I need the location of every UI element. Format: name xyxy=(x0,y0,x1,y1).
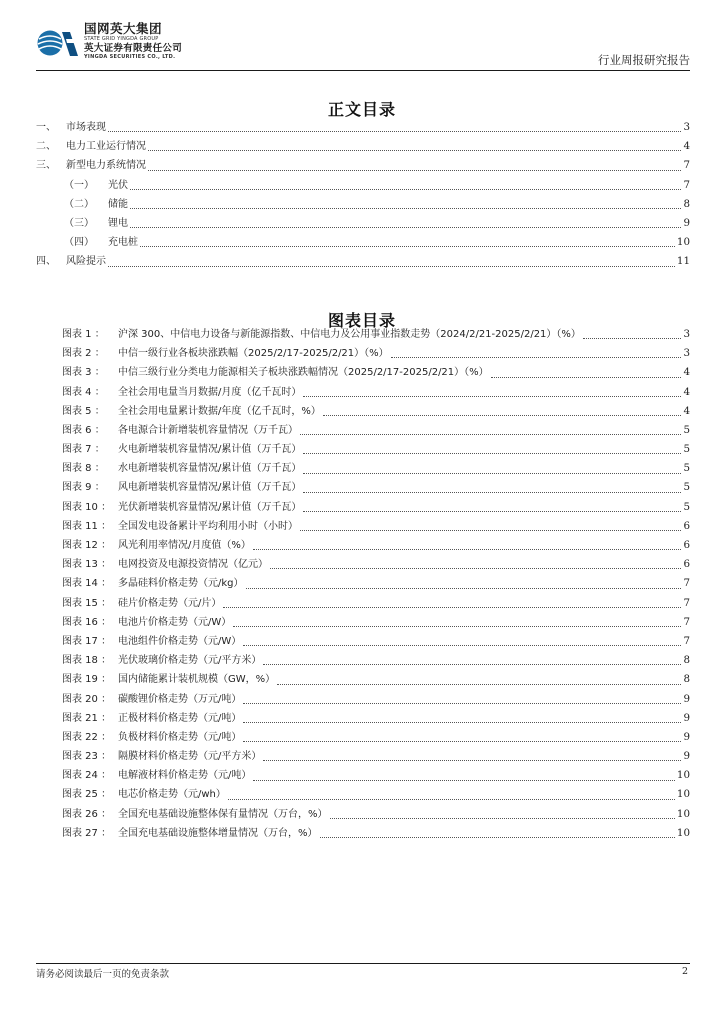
figure-entry-prefix: 图表 20 ： xyxy=(62,693,112,705)
figure-entry-prefix: 图表 12 ： xyxy=(62,540,112,552)
figure-entry-prefix: 图表 22 ： xyxy=(62,731,112,743)
figure-entry-prefix: 图表 16 ： xyxy=(62,616,112,628)
figure-entry-label: 多晶硅料价格走势（元/kg） xyxy=(118,578,244,590)
toc-entry-number: （四） xyxy=(64,237,94,249)
dot-leader xyxy=(303,395,681,397)
toc-entry-number: 三、 xyxy=(36,160,56,172)
figure-entry-label: 中信一级行业各板块涨跌幅（2025/2/17-2025/2/21）（%） xyxy=(118,348,389,360)
toc-entry-page: 11 xyxy=(676,255,690,268)
dot-leader xyxy=(148,149,681,151)
figure-entry-label: 电网投资及电源投资情况（亿元） xyxy=(118,559,268,571)
dot-leader xyxy=(108,130,681,132)
figure-entry-prefix: 图表 26 ： xyxy=(62,808,112,820)
figure-entry-prefix: 图表 25 ： xyxy=(62,789,112,801)
page-number: 2 xyxy=(681,966,688,977)
figure-entry-label: 水电新增装机容量情况/累计值（万千瓦） xyxy=(118,463,302,475)
figure-entry-prefix: 图表 24 ： xyxy=(62,770,112,782)
figures-list xyxy=(36,325,690,843)
dot-leader xyxy=(130,226,681,228)
figure-entry-prefix: 图表 19 ： xyxy=(62,674,112,686)
toc-entry-page: 7 xyxy=(683,159,690,172)
dot-leader xyxy=(491,376,682,378)
figure-entry-label: 全社会用电量当月数据/月度（亿千瓦时） xyxy=(118,386,302,398)
logo-company-name-en: YINGDA SECURITIES CO., LTD. xyxy=(84,54,176,60)
dot-leader xyxy=(277,683,681,685)
figure-entry[interactable] xyxy=(36,690,690,709)
figure-entry[interactable] xyxy=(36,363,690,382)
figure-entry-label: 硅片价格走势（元/片） xyxy=(118,597,222,609)
dot-leader xyxy=(130,207,681,209)
figure-entry-prefix: 图表 11 ： xyxy=(62,520,112,532)
toc-title: 正文目录 xyxy=(327,100,396,119)
toc-entry-label: 电力工业运行情况 xyxy=(66,141,146,153)
toc-entry-page: 7 xyxy=(683,178,690,191)
figure-entry-label: 沪深 300、中信电力设备与新能源指数、中信电力及公用事业指数走势（2024/2/21-2025/2/21）（%） xyxy=(118,328,581,340)
figure-entry-page: 6 xyxy=(683,558,690,571)
figure-entry[interactable] xyxy=(36,786,690,805)
figure-entry-label: 全国充电基础设施整体增量情况（万台，%） xyxy=(118,827,318,839)
page-header xyxy=(36,20,690,70)
figure-entry-prefix: 图表 21 ： xyxy=(62,712,112,724)
figure-entry-page: 9 xyxy=(683,730,690,743)
figure-entry-prefix: 图表 17 ： xyxy=(62,635,112,647)
figure-entry-prefix: 图表 15 ： xyxy=(62,597,112,609)
figure-entry[interactable] xyxy=(36,555,690,574)
figure-entry-label: 国内储能累计装机规模（GW，%） xyxy=(118,674,276,686)
figure-entry-label: 光伏新增装机容量情况/累计值（万千瓦） xyxy=(118,501,302,513)
figure-entry[interactable] xyxy=(36,651,690,670)
figure-entry-page: 3 xyxy=(683,327,690,340)
figure-entry-prefix: 图表 8 ： xyxy=(62,463,105,475)
state-grid-logo-icon xyxy=(36,26,80,60)
figure-entry-page: 7 xyxy=(683,596,690,609)
dot-leader xyxy=(253,548,682,550)
figure-entry-page: 6 xyxy=(683,539,690,552)
toc-entry-label: 光伏 xyxy=(108,179,128,191)
dot-leader xyxy=(263,663,681,665)
figure-entry-label: 全社会用电量累计数据/年度（亿千瓦时，%） xyxy=(118,405,321,417)
figure-entry[interactable] xyxy=(36,613,690,632)
dot-leader xyxy=(300,529,681,531)
figure-entry-label: 电池组件价格走势（元/W） xyxy=(118,635,242,647)
figure-entry-page: 10 xyxy=(676,807,690,820)
toc-entry[interactable] xyxy=(36,137,690,156)
toc-entry[interactable] xyxy=(36,156,690,175)
toc-entry-page: 4 xyxy=(683,140,690,153)
figure-entry-label: 隔膜材料价格走势（元/平方米） xyxy=(118,751,262,763)
figure-entry-page: 3 xyxy=(683,347,690,360)
figure-entry-prefix: 图表 13 ： xyxy=(62,559,112,571)
toc-entry[interactable] xyxy=(36,233,690,252)
toc-entry-number: 二、 xyxy=(36,141,56,153)
dot-leader xyxy=(303,472,681,474)
toc-entry-label: 风险提示 xyxy=(66,256,106,268)
figure-entry-page: 5 xyxy=(683,481,690,494)
figure-entry-label: 光伏玻璃价格走势（元/平方米） xyxy=(118,655,262,667)
figure-entry[interactable] xyxy=(36,728,690,747)
toc-entry-number: 四、 xyxy=(36,256,56,268)
figure-entry[interactable] xyxy=(36,344,690,363)
figure-entry-prefix: 图表 1 ： xyxy=(62,328,105,340)
figure-entry-page: 4 xyxy=(683,404,690,417)
figure-entry-page: 6 xyxy=(683,519,690,532)
figure-entry-label: 火电新增装机容量情况/累计值（万千瓦） xyxy=(118,444,302,456)
toc-list xyxy=(36,118,690,272)
figure-entry-label: 碳酸锂价格走势（万元/吨） xyxy=(118,693,242,705)
figure-entry-page: 9 xyxy=(683,711,690,724)
figure-entry-page: 5 xyxy=(683,443,690,456)
dot-leader xyxy=(130,188,681,190)
figure-entry[interactable] xyxy=(36,670,690,689)
dot-leader xyxy=(303,510,681,512)
toc-entry-number: （二） xyxy=(64,198,94,210)
figure-entry-prefix: 图表 6 ： xyxy=(62,424,105,436)
figure-entry-label: 正极材料价格走势（元/吨） xyxy=(118,712,242,724)
dot-leader xyxy=(223,606,681,608)
figure-entry-label: 风电新增装机容量情况/累计值（万千瓦） xyxy=(118,482,302,494)
figure-entry-label: 中信三级行业分类电力能源相关子板块涨跌幅情况（2025/2/17-2025/2/21）（%） xyxy=(118,367,489,379)
figure-entry[interactable] xyxy=(36,536,690,555)
figure-entry-label: 电芯价格走势（元/wh） xyxy=(118,789,226,801)
toc-entry-label: 市场表现 xyxy=(66,121,106,133)
figure-entry[interactable] xyxy=(36,709,690,728)
figures-title: 图表目录 xyxy=(327,311,396,330)
figure-entry-page: 5 xyxy=(683,500,690,513)
figure-entry[interactable] xyxy=(36,383,690,402)
figure-entry-prefix: 图表 27 ： xyxy=(62,827,112,839)
dot-leader xyxy=(583,337,682,339)
figure-entry-page: 7 xyxy=(683,615,690,628)
dot-leader xyxy=(148,169,681,171)
figure-entry[interactable] xyxy=(36,517,690,536)
figure-entry-prefix: 图表 4 ： xyxy=(62,386,105,398)
dot-leader xyxy=(391,356,682,358)
figure-entry-prefix: 图表 18 ： xyxy=(62,655,112,667)
figure-entry[interactable] xyxy=(36,459,690,478)
toc-entry-label: 充电桩 xyxy=(108,237,138,249)
dot-leader xyxy=(323,414,682,416)
dot-leader xyxy=(243,721,681,723)
figure-entry-label: 风光利用率情况/月度值（%） xyxy=(118,540,251,552)
dot-leader xyxy=(140,245,675,247)
figure-entry[interactable] xyxy=(36,824,690,843)
toc-entry-page: 9 xyxy=(683,216,690,229)
toc-entry-page: 8 xyxy=(683,197,690,210)
figure-entry[interactable] xyxy=(36,498,690,517)
figure-entry-page: 5 xyxy=(683,423,690,436)
dot-leader xyxy=(243,644,681,646)
toc-entry-page: 3 xyxy=(683,120,690,133)
figure-entry[interactable] xyxy=(36,440,690,459)
figure-entry-page: 10 xyxy=(676,826,690,839)
toc-entry-number: （三） xyxy=(64,217,94,229)
figure-entry[interactable] xyxy=(36,479,690,498)
toc-entry[interactable] xyxy=(36,214,690,233)
figure-entry[interactable] xyxy=(36,632,690,651)
dot-leader xyxy=(108,265,675,267)
dot-leader xyxy=(233,625,681,627)
figure-entry-prefix: 图表 10 ： xyxy=(62,501,112,513)
toc-entry[interactable] xyxy=(36,118,690,137)
toc-entry-label: 新型电力系统情况 xyxy=(66,160,146,172)
dot-leader xyxy=(228,798,675,800)
figure-entry-prefix: 图表 7 ： xyxy=(62,444,105,456)
figure-entry[interactable] xyxy=(36,402,690,421)
figure-entry-prefix: 图表 5 ： xyxy=(62,405,105,417)
dot-leader xyxy=(300,433,681,435)
logo-group-name: 国网英大集团 xyxy=(84,21,163,36)
footer-divider xyxy=(36,963,690,964)
figure-entry-page: 7 xyxy=(683,634,690,647)
figure-entry[interactable] xyxy=(36,421,690,440)
toc-entry[interactable] xyxy=(36,252,690,271)
figure-entry-page: 8 xyxy=(683,654,690,667)
figure-entry[interactable] xyxy=(36,766,690,785)
toc-entry[interactable] xyxy=(36,195,690,214)
figure-entry-label: 全国发电设备累计平均利用小时（小时） xyxy=(118,520,298,532)
figure-entry-prefix: 图表 3 ： xyxy=(62,367,105,379)
dot-leader xyxy=(246,587,682,589)
dot-leader xyxy=(243,702,681,704)
toc-entry-number: （一） xyxy=(64,179,94,191)
figure-entry[interactable] xyxy=(36,325,690,344)
figure-entry-page: 4 xyxy=(683,366,690,379)
figure-entry-label: 电解液材料价格走势（元/吨） xyxy=(118,770,252,782)
toc-entry-label: 锂电 xyxy=(108,217,128,229)
dot-leader xyxy=(303,491,681,493)
report-type-label: 行业周报研究报告 xyxy=(598,53,690,67)
dot-leader xyxy=(263,759,681,761)
figure-entry-page: 9 xyxy=(683,692,690,705)
figure-entry-label: 全国充电基础设施整体保有量情况（万台，%） xyxy=(118,808,328,820)
dot-leader xyxy=(330,817,675,819)
figure-entry[interactable] xyxy=(36,805,690,824)
dot-leader xyxy=(243,740,681,742)
figure-entry-prefix: 图表 23 ： xyxy=(62,751,112,763)
figure-entry-prefix: 图表 14 ： xyxy=(62,578,112,590)
figure-entry[interactable] xyxy=(36,594,690,613)
toc-entry[interactable] xyxy=(36,176,690,195)
figure-entry-page: 10 xyxy=(676,788,690,801)
dot-leader xyxy=(253,779,675,781)
figure-entry-page: 7 xyxy=(683,577,690,590)
toc-entry-label: 储能 xyxy=(108,198,128,210)
dot-leader xyxy=(303,452,681,454)
figure-entry-page: 5 xyxy=(683,462,690,475)
figure-entry-label: 负极材料价格走势（元/吨） xyxy=(118,731,242,743)
figure-entry-label: 各电源合计新增装机容量情况（万千瓦） xyxy=(118,424,298,436)
figure-entry-label: 电池片价格走势（元/W） xyxy=(118,616,232,628)
figure-entry-prefix: 图表 2 ： xyxy=(62,348,105,360)
company-logo xyxy=(36,22,236,64)
toc-entry-number: 一、 xyxy=(36,121,56,133)
logo-group-name-en: STATE GRID YINGDA GROUP xyxy=(84,36,159,42)
figure-entry-page: 4 xyxy=(683,385,690,398)
figure-entry-page: 9 xyxy=(683,750,690,763)
figure-entry[interactable] xyxy=(36,747,690,766)
dot-leader xyxy=(320,836,675,838)
figure-entry-prefix: 图表 9 ： xyxy=(62,482,105,494)
figure-entry-page: 10 xyxy=(676,769,690,782)
figure-entry[interactable] xyxy=(36,574,690,593)
logo-company-name: 英大证券有限责任公司 xyxy=(84,43,183,54)
header-divider xyxy=(36,70,690,71)
dot-leader xyxy=(270,567,681,569)
figure-entry-page: 8 xyxy=(683,673,690,686)
disclaimer-note: 请务必阅读最后一页的免责条款 xyxy=(36,969,170,980)
toc-entry-page: 10 xyxy=(676,236,690,249)
